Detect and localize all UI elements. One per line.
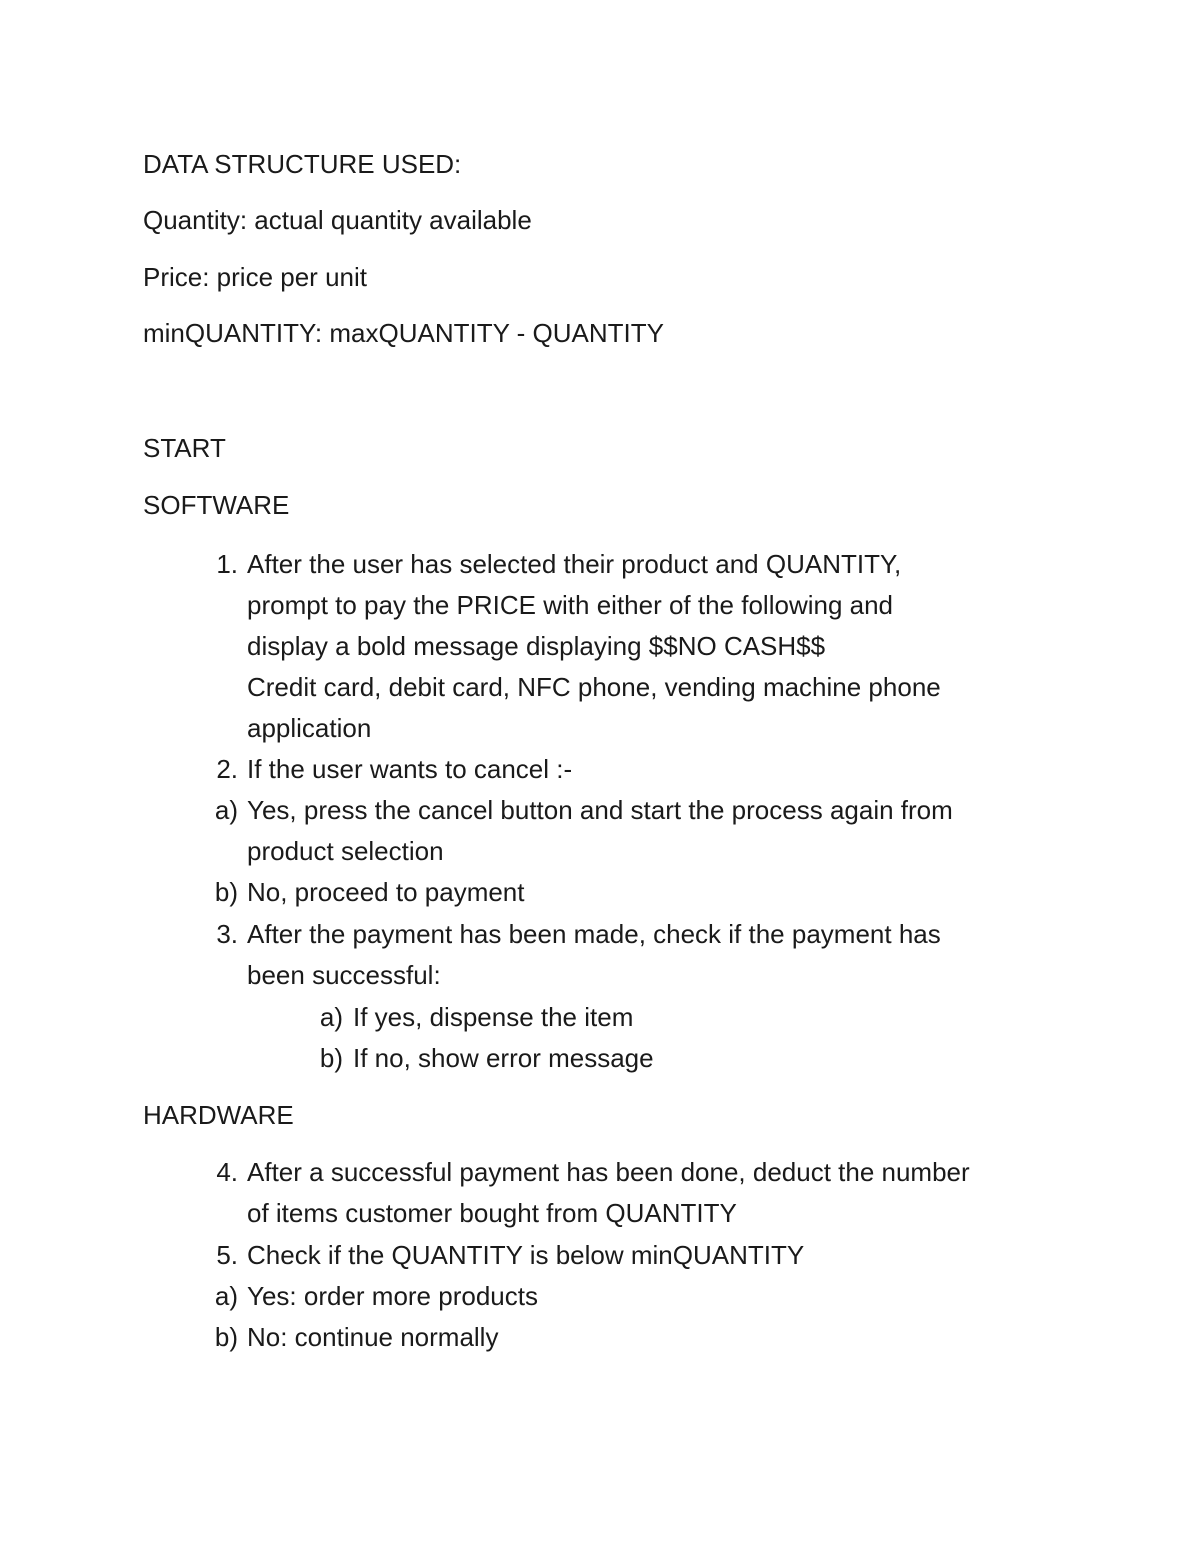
step-2a-marker: a) <box>214 795 238 825</box>
step-1-line: display a bold message displaying $$NO CASH$$ <box>247 631 826 661</box>
step-1-line: Credit card, debit card, NFC phone, vending machine phone <box>247 672 941 702</box>
step-2a-line: Yes, press the cancel button and start the process again from <box>247 795 953 825</box>
step-4-line: of items customer bought from QUANTITY <box>247 1198 737 1228</box>
step-3a-marker: a) <box>319 1002 343 1032</box>
step-5b-text: No: continue normally <box>247 1322 499 1352</box>
software-heading: SOFTWARE <box>143 490 290 520</box>
step-1-line: After the user has selected their product and QUANTITY, <box>247 549 902 579</box>
step-5-text: Check if the QUANTITY is below minQUANTITY <box>247 1240 805 1270</box>
step-3-line: After the payment has been made, check if the payment has <box>247 919 941 949</box>
minquantity-definition: minQUANTITY: maxQUANTITY - QUANTITY <box>143 318 665 348</box>
step-5-marker: 5. <box>216 1240 238 1270</box>
step-2b-text: No, proceed to payment <box>247 877 525 907</box>
step-5b-marker: b) <box>214 1322 238 1352</box>
step-3-marker: 3. <box>216 919 238 949</box>
step-3a-text: If yes, dispense the item <box>353 1002 634 1032</box>
step-1-line: prompt to pay the PRICE with either of the following and <box>247 590 894 620</box>
step-1-marker: 1. <box>216 549 238 579</box>
step-2a-line: product selection <box>247 836 444 866</box>
step-2-text: If the user wants to cancel :- <box>247 754 573 784</box>
step-5a-text: Yes: order more products <box>247 1281 538 1311</box>
step-3b-text: If no, show error message <box>353 1043 654 1073</box>
step-3b-marker: b) <box>319 1043 343 1073</box>
step-5a-marker: a) <box>214 1281 238 1311</box>
data-structure-heading: DATA STRUCTURE USED: <box>143 149 462 179</box>
step-2b-marker: b) <box>214 877 238 907</box>
price-definition: Price: price per unit <box>143 262 367 292</box>
start-label: START <box>143 433 226 463</box>
hardware-heading: HARDWARE <box>143 1100 294 1130</box>
step-4-line: After a successful payment has been done, deduct the number <box>247 1157 970 1187</box>
step-3-line: been successful: <box>247 960 441 990</box>
step-1-line: application <box>247 713 372 743</box>
step-2-marker: 2. <box>216 754 238 784</box>
quantity-definition: Quantity: actual quantity available <box>143 205 532 235</box>
step-4-marker: 4. <box>216 1157 238 1187</box>
